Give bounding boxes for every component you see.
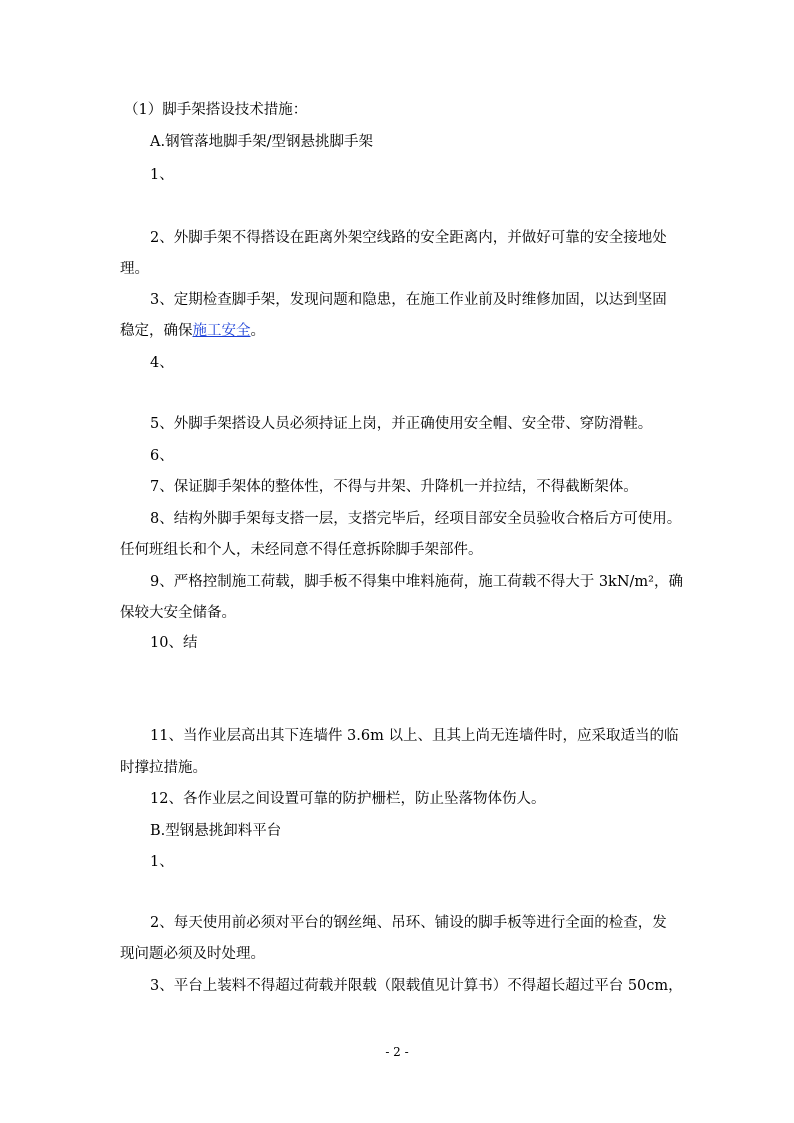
a-item-1: 1、	[150, 167, 174, 183]
b-item-2-line-2: 现问题必须及时处理。	[120, 946, 265, 962]
a-item-11-line-2: 时撑拉措施。	[120, 760, 207, 776]
a-item-12: 12、各作业层之间设置可靠的防护栅栏，防止坠落物体伤人。	[150, 791, 546, 807]
b-item-3-line-1: 3、平台上装料不得超过荷载并限载（限载值见计算书）不得超长超过平台 50cm，	[150, 978, 683, 994]
b-item-1: 1、	[150, 854, 174, 870]
a-item-8-line-1: 8、结构外脚手架每支搭一层，支搭完毕后，经项目部安全员验收合格后方可使用。	[150, 511, 682, 527]
subsection-a-title: A.钢管落地脚手架/型钢悬挑脚手架	[150, 134, 373, 150]
a-item-6: 6、	[150, 448, 174, 464]
a-item-3-text-post: 。	[250, 323, 265, 339]
a-item-11-line-1: 11、当作业层高出其下连墙件 3.6m 以上、且其上尚无连墙件时，应采取适当的临	[150, 728, 679, 744]
a-item-10: 10、结	[150, 635, 198, 651]
a-item-9-line-1: 9、严格控制施工荷载，脚手板不得集中堆料施荷，施工荷载不得大于 3kN/m²，确	[150, 574, 683, 590]
a-item-4: 4、	[150, 355, 174, 371]
a-item-3-text-pre: 稳定，确保	[120, 323, 193, 339]
page-number: - 2 -	[385, 1045, 409, 1059]
section-heading: （1）脚手架搭设技术措施：	[124, 102, 308, 118]
a-item-3-line-2	[120, 321, 720, 341]
a-item-7: 7、保证脚手架体的整体性，不得与井架、升降机一并拉结，不得截断架体。	[150, 479, 638, 495]
b-item-2-line-1: 2、每天使用前必须对平台的钢丝绳、吊环、铺设的脚手板等进行全面的检查，发	[150, 915, 667, 931]
a-item-3-line-1: 3、定期检查脚手架，发现问题和隐患，在施工作业前及时维修加固，以达到坚固	[150, 292, 667, 308]
construction-safety-link[interactable]: 施工安全	[192, 323, 251, 339]
a-item-5: 5、外脚手架搭设人员必须持证上岗，并正确使用安全帽、安全带、穿防滑鞋。	[150, 416, 653, 432]
a-item-2-line-1: 2、外脚手架不得搭设在距离外架空线路的安全距离内，并做好可靠的安全接地处	[150, 230, 667, 246]
a-item-9-line-2: 保较大安全储备。	[120, 605, 236, 621]
a-item-2-line-2: 理。	[120, 261, 149, 277]
subsection-b-title: B.型钢悬挑卸料平台	[150, 823, 282, 839]
a-item-8-line-2: 任何班组长和个人，未经同意不得任意拆除脚手架部件。	[120, 542, 483, 558]
